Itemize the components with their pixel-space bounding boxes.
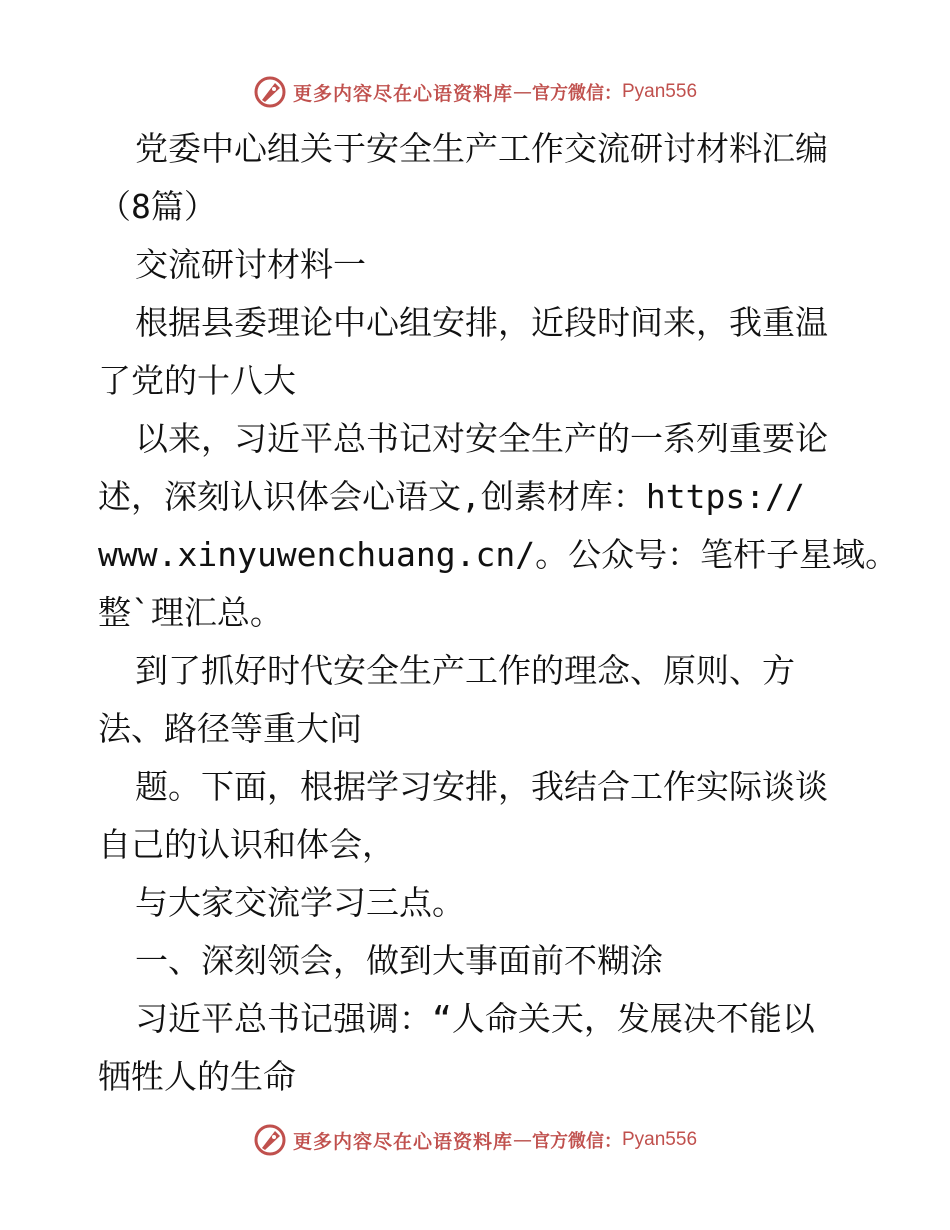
banner-wechat-label: 官方微信： [532,1131,622,1152]
text-line: 到了抓好时代安全生产工作的理念、原则、方 [135,651,795,690]
document-body [98,120,899,1106]
text-line: 了党的十八大 [98,361,296,400]
banner-wechat-id: Pyan556 [622,1129,698,1150]
text-line: 法、路径等重大问 [98,709,362,748]
banner-site-name: 更多内容尽在心语资料库 [292,82,513,105]
text-line: 题。下面，根据学习安排，我结合工作实际谈谈 [135,767,828,806]
text-line: 述，深刻认识体会心语文,创素材库：https:// [98,477,805,516]
banner-separator: — [513,1129,532,1151]
banner-site-name: 更多内容尽在心语资料库 [292,1130,513,1153]
text-line: 交流研讨材料一 [135,245,366,284]
text-line: 以来，习近平总书记对安全生产的一系列重要论 [135,419,828,458]
text-line: 整`理汇总。 [98,593,283,632]
text-line: 党委中心组关于安全生产工作交流研讨材料汇编 [135,129,828,168]
header-banner [0,72,950,112]
text-line: 与大家交流学习三点。 [135,883,465,922]
footer-banner [0,1120,950,1160]
text-line: www.xinyuwenchuang.cn/。公众号：笔杆子星域。 [98,535,899,574]
text-line: 根据县委理论中心组安排，近段时间来，我重温 [135,303,828,342]
text-line: 牺牲人的生命 [98,1057,296,1096]
text-line: （8篇） [98,187,217,226]
banner-separator: — [513,81,532,103]
text-line: 一、深刻领会，做到大事面前不糊涂 [135,941,663,980]
text-line: 习近平总书记强调：“人命关天，发展决不能以 [135,999,815,1038]
banner-wechat-id: Pyan556 [622,81,698,102]
pen-nib-logo-icon [253,75,287,109]
pen-nib-logo-icon [253,1123,287,1157]
text-line: 自己的认识和体会， [98,825,395,864]
banner-wechat-label: 官方微信： [532,83,622,104]
